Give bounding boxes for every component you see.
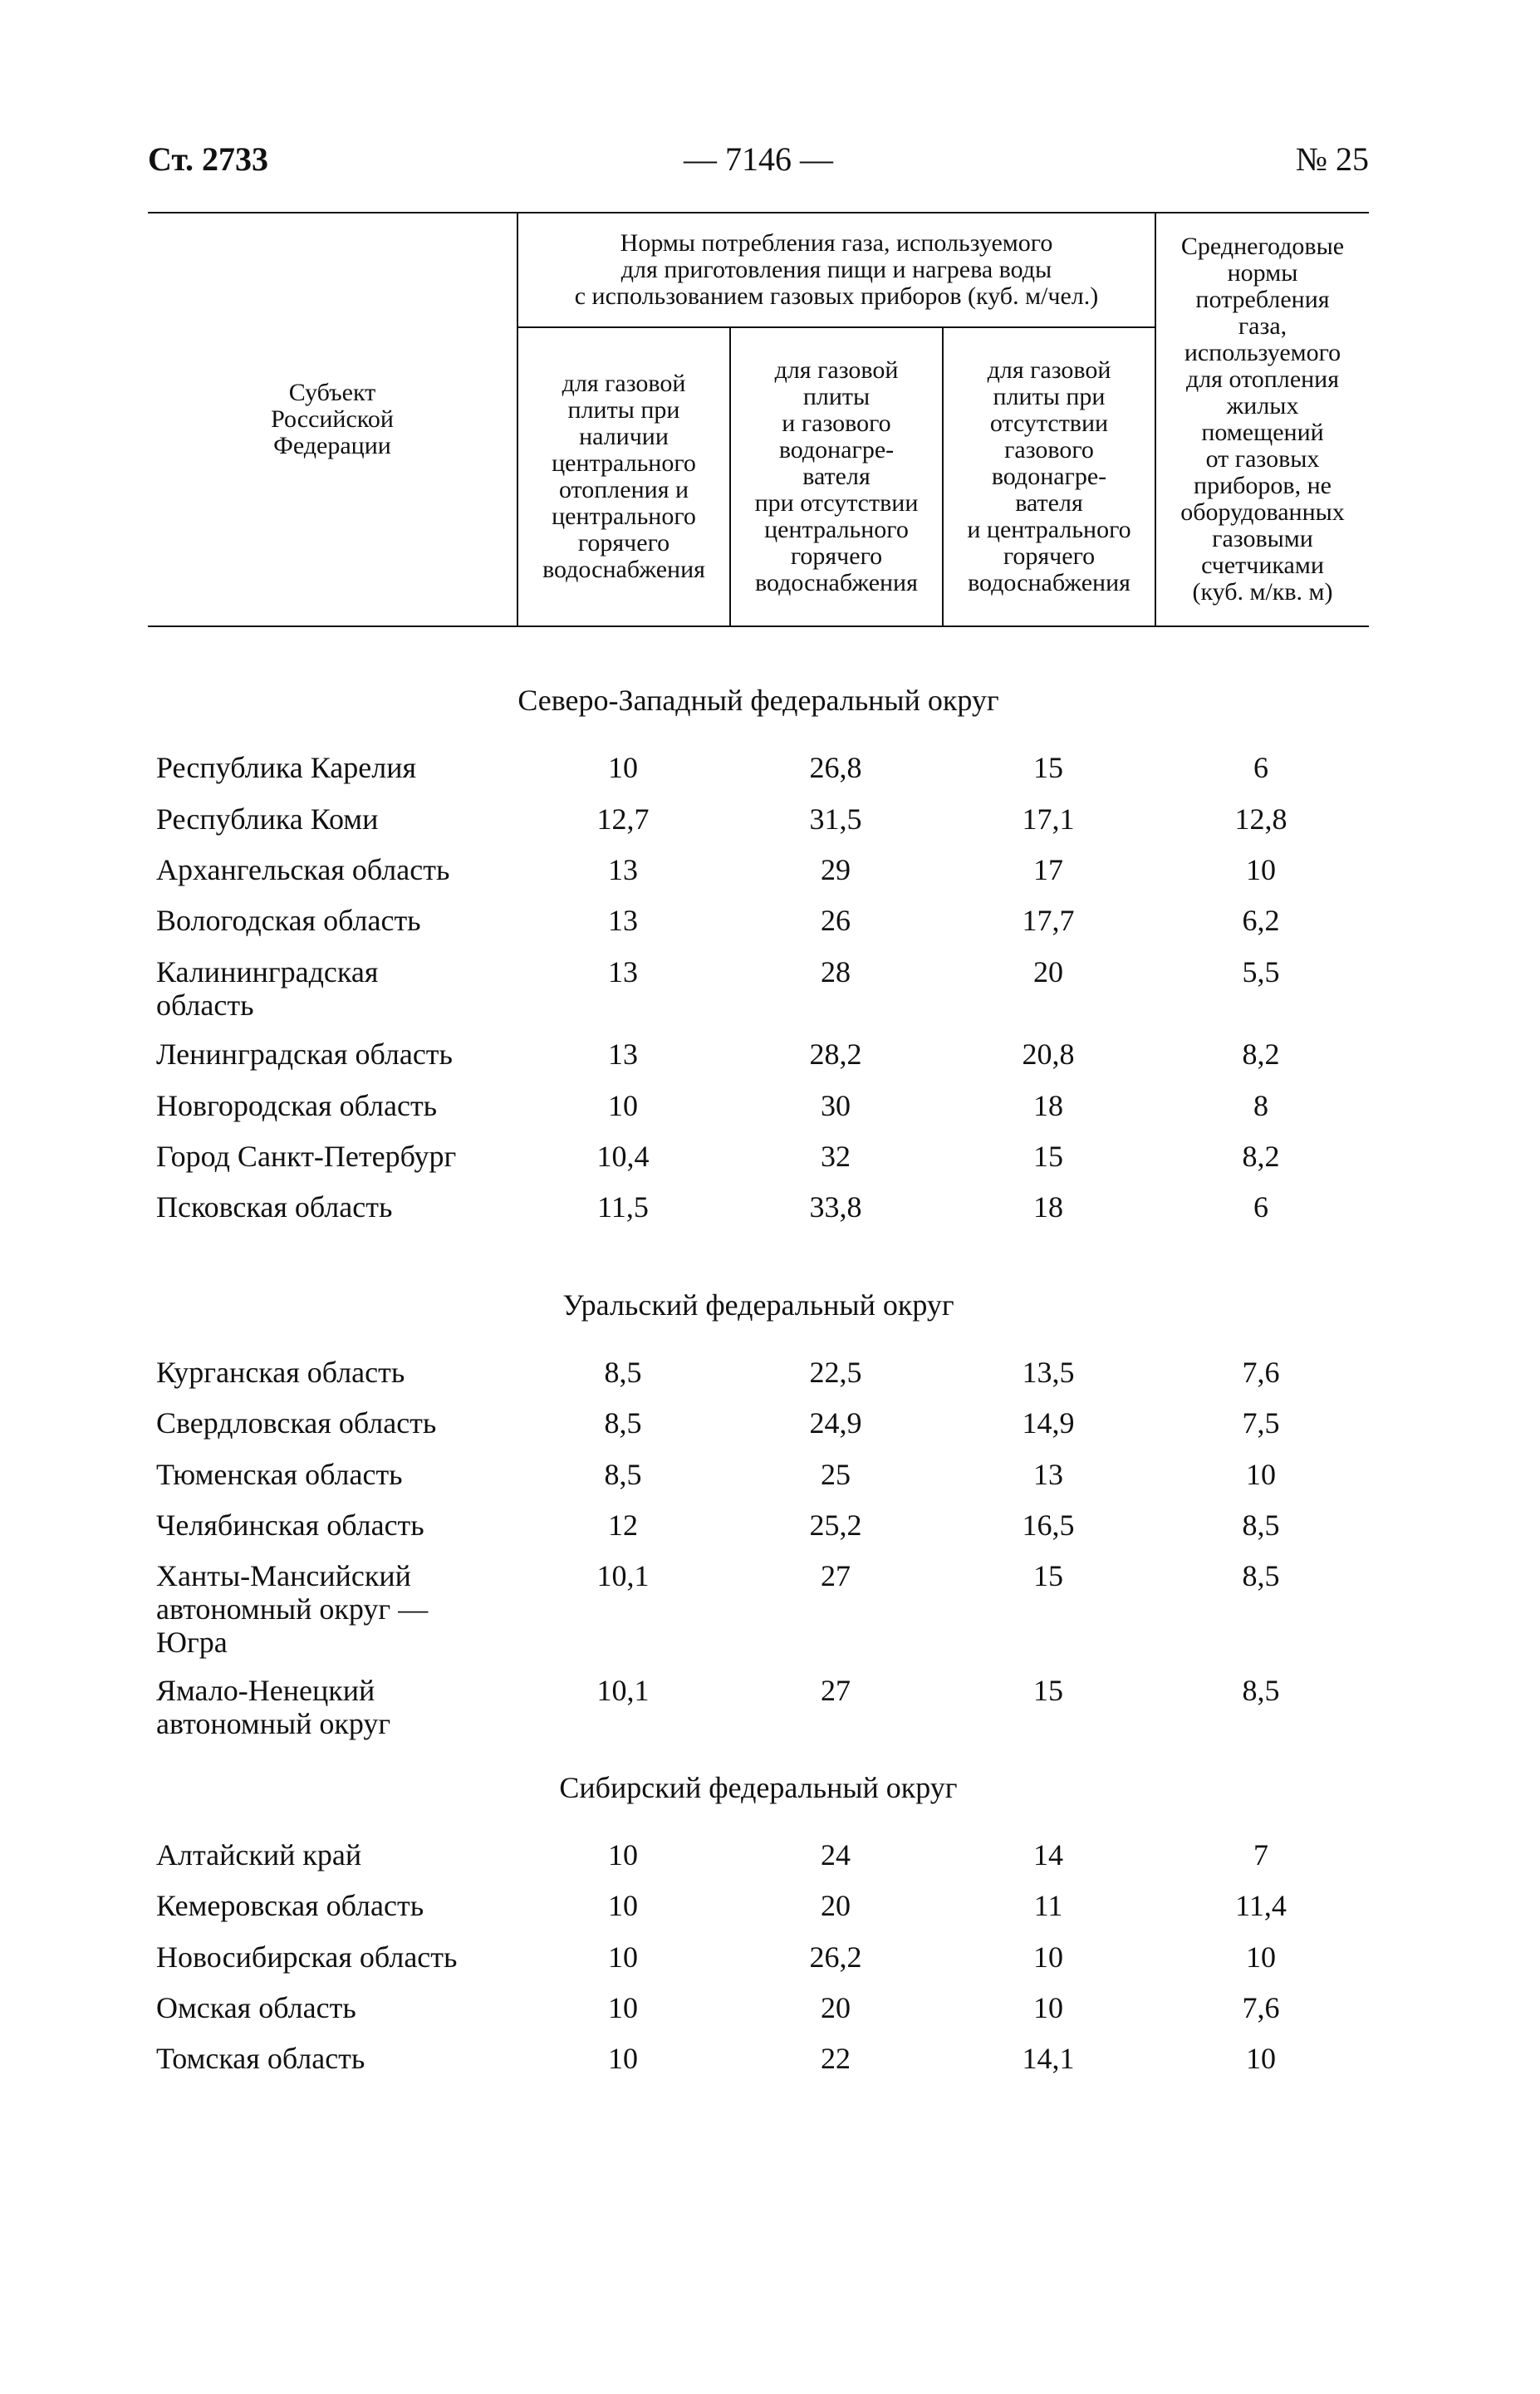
row-value-3: 10 <box>1033 1940 1063 1974</box>
table-header <box>148 212 1369 627</box>
row-value-2: 28 <box>821 955 851 989</box>
row-value-4: 6 <box>1253 1190 1268 1224</box>
row-subject: Республика Коми <box>156 802 379 836</box>
row-value-2: 22,5 <box>809 1356 862 1389</box>
row-subject: Псковская область <box>156 1190 393 1224</box>
row-value-4: 10 <box>1246 853 1276 886</box>
row-subject: Вологодская область <box>156 904 421 937</box>
row-value-1: 10,1 <box>596 1674 650 1707</box>
row-value-2: 25,2 <box>809 1509 862 1542</box>
row-value-3: 17,7 <box>1022 904 1075 937</box>
row-value-1: 10 <box>608 1991 638 2024</box>
row-value-4: 6 <box>1253 751 1268 784</box>
row-value-3: 14,9 <box>1022 1406 1075 1440</box>
row-value-4: 8,5 <box>1242 1509 1280 1542</box>
row-value-3: 15 <box>1033 1674 1063 1707</box>
row-value-3: 14,1 <box>1022 2042 1075 2075</box>
row-value-2: 32 <box>821 1140 851 1173</box>
row-value-1: 13 <box>608 1038 638 1071</box>
row-value-4: 8,2 <box>1242 1038 1280 1071</box>
row-value-4: 7 <box>1253 1838 1268 1872</box>
section-title: Северо-Западный федеральный округ <box>517 684 999 717</box>
row-value-1: 13 <box>608 955 638 989</box>
row-value-3: 15 <box>1033 1559 1063 1592</box>
row-value-2: 24 <box>821 1838 851 1872</box>
row-value-4: 6,2 <box>1242 904 1280 937</box>
row-value-2: 20 <box>821 1991 851 2024</box>
row-value-1: 10 <box>608 1089 638 1122</box>
row-value-1: 10,1 <box>596 1559 650 1592</box>
header-col-3: для газовой плиты при отсутствии газового водонагре- вателя и центрального горячего водоснабжения <box>967 356 1131 596</box>
header-col-1: для газовой плиты при наличии центрального отопления и центрального горячего водоснабжения <box>542 370 705 583</box>
header-col-4: Среднегодовые нормы потребления газа, используемого для отопления жилых помещений от газовых приборов, не оборудованных газовыми счетчиками (куб. м/кв. м) <box>1180 233 1345 606</box>
row-value-1: 13 <box>608 904 638 937</box>
row-subject: Новгородская область <box>156 1089 438 1122</box>
row-subject: Ханты-Мансийский автономный округ — Югра <box>156 1559 429 1659</box>
row-value-2: 26,2 <box>809 1940 862 1974</box>
row-value-3: 20,8 <box>1022 1038 1075 1071</box>
row-subject: Калининградская область <box>156 955 379 1022</box>
article-number: Ст. 2733 <box>148 140 268 178</box>
row-value-3: 15 <box>1033 1140 1063 1173</box>
row-subject: Город Санкт-Петербург <box>156 1140 457 1173</box>
header-group: Нормы потребления газа, используемого для приготовления пищи и нагрева воды с использованием газовых приборов (куб. м/чел.) <box>574 229 1099 310</box>
row-value-2: 26,8 <box>809 751 862 784</box>
row-value-4: 10 <box>1246 1940 1276 1974</box>
row-value-4: 10 <box>1246 2042 1276 2075</box>
row-value-2: 26 <box>821 904 851 937</box>
row-value-1: 8,5 <box>604 1406 642 1440</box>
row-value-2: 29 <box>821 853 851 886</box>
row-value-3: 13,5 <box>1022 1356 1075 1389</box>
row-value-3: 20 <box>1033 955 1063 989</box>
page-number: — 7146 — <box>684 140 833 178</box>
row-value-4: 5,5 <box>1242 955 1280 989</box>
section-title: Сибирский федеральный округ <box>559 1771 958 1804</box>
row-value-4: 12,8 <box>1234 802 1287 836</box>
row-subject: Тюменская область <box>156 1458 403 1491</box>
row-value-3: 17 <box>1033 853 1063 886</box>
row-value-3: 18 <box>1033 1190 1063 1224</box>
header-subject: Субъект Российской Федерации <box>271 379 394 459</box>
row-subject: Свердловская область <box>156 1406 437 1440</box>
row-value-3: 14 <box>1033 1838 1063 1872</box>
row-subject: Кемеровская область <box>156 1889 424 1922</box>
row-value-2: 20 <box>821 1889 851 1922</box>
row-value-2: 31,5 <box>809 802 862 836</box>
row-subject: Челябинская область <box>156 1509 424 1542</box>
row-subject: Республика Карелия <box>156 751 417 784</box>
row-value-3: 15 <box>1033 751 1063 784</box>
row-value-1: 8,5 <box>604 1356 642 1389</box>
row-subject: Ленинградская область <box>156 1038 453 1071</box>
row-value-1: 10 <box>608 1940 638 1974</box>
row-subject: Новосибирская область <box>156 1940 458 1974</box>
row-subject: Алтайский край <box>156 1838 362 1872</box>
row-value-4: 8 <box>1253 1089 1268 1122</box>
row-value-3: 13 <box>1033 1458 1063 1491</box>
row-value-4: 8,5 <box>1242 1674 1280 1707</box>
row-value-1: 12 <box>608 1509 638 1542</box>
row-value-3: 10 <box>1033 1991 1063 2024</box>
row-value-1: 8,5 <box>604 1458 642 1491</box>
row-value-4: 10 <box>1246 1458 1276 1491</box>
section-title: Уральский федеральный округ <box>562 1288 954 1322</box>
row-value-1: 10 <box>608 751 638 784</box>
row-value-1: 10 <box>608 1889 638 1922</box>
row-value-1: 10 <box>608 1838 638 1872</box>
row-value-2: 27 <box>821 1559 851 1592</box>
row-value-2: 33,8 <box>809 1190 862 1224</box>
row-value-4: 8,5 <box>1242 1559 1280 1592</box>
row-value-3: 16,5 <box>1022 1509 1075 1542</box>
row-value-1: 10,4 <box>596 1140 650 1173</box>
header-col-2: для газовой плиты и газового водонагре- вателя при отсутствии центрального горячего водоснабжения <box>754 356 919 596</box>
row-value-1: 13 <box>608 853 638 886</box>
row-subject: Томская область <box>156 2042 365 2075</box>
row-value-1: 11,5 <box>597 1190 649 1224</box>
row-subject: Ямало-Ненецкий автономный округ <box>156 1674 391 1740</box>
row-value-2: 25 <box>821 1458 851 1491</box>
row-value-3: 17,1 <box>1022 802 1075 836</box>
row-value-4: 7,6 <box>1242 1991 1280 2024</box>
row-value-4: 7,5 <box>1242 1406 1280 1440</box>
row-value-3: 11 <box>1033 1889 1063 1922</box>
row-value-1: 12,7 <box>596 802 650 836</box>
row-value-3: 18 <box>1033 1089 1063 1122</box>
row-subject: Курганская область <box>156 1356 405 1389</box>
row-value-2: 27 <box>821 1674 851 1707</box>
row-value-1: 10 <box>608 2042 638 2075</box>
row-value-2: 24,9 <box>809 1406 862 1440</box>
row-subject: Омская область <box>156 1991 356 2024</box>
row-subject: Архангельская область <box>156 853 450 886</box>
row-value-4: 7,6 <box>1242 1356 1280 1389</box>
row-value-4: 8,2 <box>1242 1140 1280 1173</box>
page-header <box>148 140 1369 189</box>
issue-number: № 25 <box>1295 140 1369 178</box>
row-value-4: 11,4 <box>1235 1889 1287 1922</box>
row-value-2: 30 <box>821 1089 851 1122</box>
row-value-2: 22 <box>821 2042 851 2075</box>
row-value-2: 28,2 <box>809 1038 862 1071</box>
